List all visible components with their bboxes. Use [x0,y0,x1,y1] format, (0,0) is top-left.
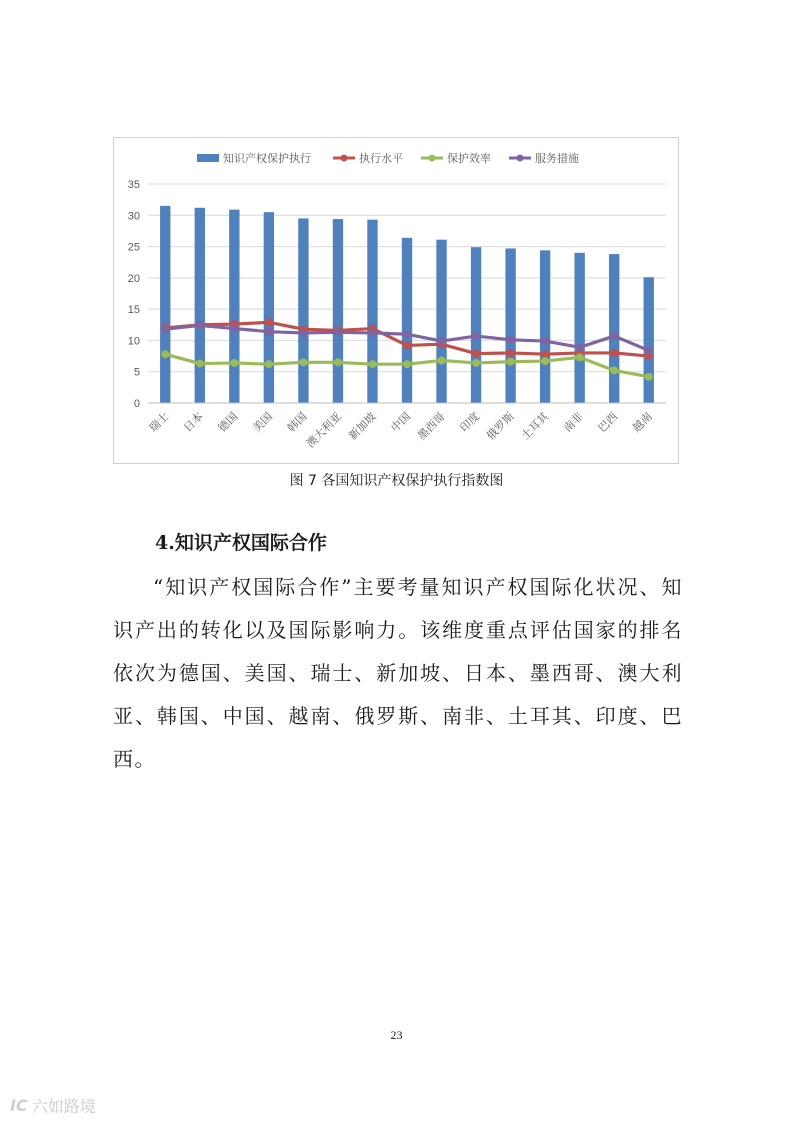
line-point [507,336,515,344]
y-tick-label: 35 [127,179,140,191]
line-point [334,358,342,366]
y-tick-label: 30 [127,210,140,223]
bar [471,247,481,403]
bar [298,218,308,403]
line-point [161,350,169,358]
bar [574,253,584,403]
bar [644,277,654,403]
page-number: 23 [390,1028,403,1042]
x-tick-label: 印度 [457,409,483,435]
figure-caption: 图 7 各国知识产权保护执行指数图 [289,473,504,489]
y-tick-label: 5 [133,366,140,379]
legend-label: 保护效率 [447,152,491,165]
bar [333,219,343,403]
watermark-text: 六如路境 [31,1097,96,1116]
line-point [507,349,515,357]
legend-label: 执行水平 [359,152,403,165]
legend-swatch [197,154,219,162]
bar [264,212,274,403]
line-point [507,358,515,366]
line-point [368,360,376,368]
line-point [541,357,549,365]
line-point [403,330,411,338]
line-point [472,350,480,358]
bar [402,238,412,403]
legend-label: 服务措施 [535,152,579,165]
x-tick-label: 南非 [561,409,586,435]
line-point [230,359,238,367]
line-point [472,332,480,340]
line-point [645,346,653,354]
line-point [299,358,307,366]
line-point [196,360,204,368]
bar [229,210,239,403]
line-point [438,356,446,364]
y-tick-label: 10 [127,335,140,348]
line-point [541,350,549,358]
legend-label: 知识产权保护执行 [223,152,311,165]
line-point [472,359,480,367]
x-tick-label: 澳大利亚 [303,409,345,451]
x-tick-label: 墨西哥 [415,409,448,443]
legend-marker [517,155,524,162]
line-point [610,349,618,357]
line-point [438,337,446,345]
line-point [265,360,273,368]
bar [436,240,446,403]
bar [160,206,170,403]
line-point [403,360,411,368]
index-chart [114,138,680,465]
line-point [299,329,307,337]
line-point [645,373,653,381]
watermark-logo: IC [10,1096,28,1115]
watermark [10,1094,96,1117]
chart-frame [113,137,679,464]
x-tick-label: 土耳其 [518,409,552,443]
x-tick-label: 韩国 [284,409,310,435]
y-tick-label: 0 [133,398,140,410]
line-point [334,328,342,336]
x-tick-label: 日本 [181,409,206,435]
line-point [610,332,618,340]
legend-marker [341,155,348,162]
bar [367,220,377,403]
x-tick-label: 瑞士 [146,409,172,435]
line-point [265,328,273,336]
body-paragraph: “知识产权国际合作”主要考量知识产权国际化状况、知识产出的转化以及国际影响力。该维度重点评估国家的排名依次为德国、美国、瑞士、新加坡、日本、墨西哥、澳大利亚、韩国、中国、越南、俄罗斯、南非、土耳其、印度、巴西。 [113,575,683,771]
bar [540,250,550,403]
x-tick-label: 巴西 [595,409,621,435]
line-point [265,318,273,326]
line-point [368,329,376,337]
bar [609,254,619,403]
x-tick-label: 新加坡 [346,409,379,443]
line-point [576,343,584,351]
x-tick-label: 越南 [630,409,655,435]
line-point [541,337,549,345]
y-tick-label: 20 [127,272,140,285]
y-tick-label: 25 [127,241,140,254]
legend-marker [429,155,436,162]
line-point [161,325,169,333]
y-tick-label: 15 [127,304,140,317]
x-tick-label: 中国 [388,409,414,435]
bar [195,208,205,403]
line-point [230,325,238,333]
line-point [196,321,204,329]
line-point [576,353,584,361]
x-tick-label: 美国 [250,409,275,435]
line-point [610,366,618,374]
bar [505,248,515,403]
section-heading: 4.知识产权国际合作 [155,532,327,554]
line-point [403,341,411,349]
x-tick-label: 俄罗斯 [484,409,517,443]
x-tick-label: 德国 [215,409,241,435]
